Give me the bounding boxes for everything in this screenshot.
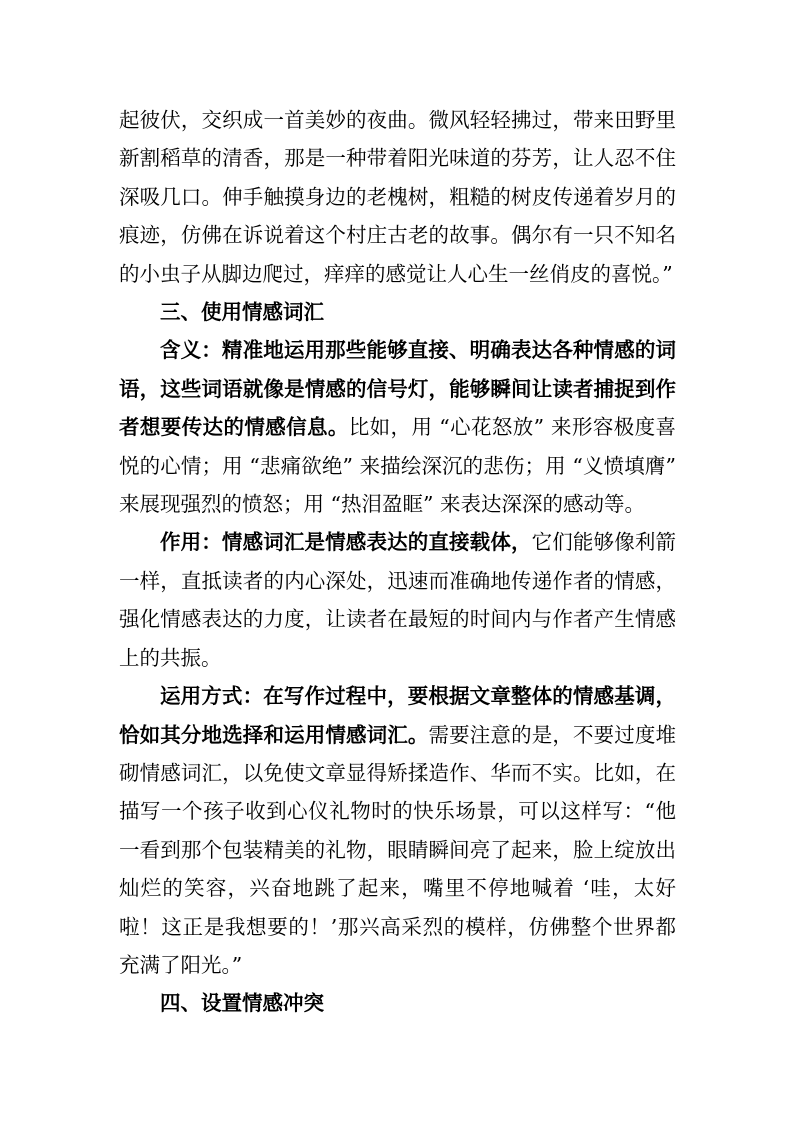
section-heading-4: 四、设置情感冲突 (160, 991, 324, 1016)
meaning-bold-text: 含义：精准地运用那些能够直接、明确表达各种情感的词语，这些词语就像是情感的信号灯，能够瞬间让读者捕捉到作者想要传达的情感信息。 (119, 338, 676, 440)
usage-bold-text: 运用方式：在写作过程中，要根据文章整体的情感基调，恰如其分地选择和运用情感词汇。 (119, 684, 676, 747)
function-rest-text: 它们能够像利箭一样，直抵读者的内心深处，迅速而准确地传递作者的情感，强化情感表达的力度，让读者在最短的时间内与作者产生情感上的共振。 (119, 530, 676, 670)
usage-rest-text: 需要注意的是，不要过度堆砌情感词汇，以免使文章显得矫揉造作、华而不实。比如，在描写一个孩子收到心仪礼物时的快乐场景，可以这样写：“他一看到那个包装精美的礼物，眼睛瞬间亮了起来，脸上绽放出灿烂的笑容，兴奋地跳了起来，嘴里不停地喊着 ‘哇，太好啦！这正是我想要的！’那兴高采烈的模样，仿佛整个世界都充满了阳光。” (119, 722, 677, 977)
meaning-rest-text: 比如，用 “心花怒放” 来形容极度喜悦的心情；用 “悲痛欲绝” 来描绘深沉的悲伤；用 “义愤填膺” 来展现强烈的愤怒；用 “热泪盈眶” 来表达深深的感动等。 (119, 415, 676, 517)
paragraph-meaning (119, 331, 676, 523)
function-bold-text: 作用：情感词汇是情感表达的直接载体， (160, 530, 532, 555)
paragraph-function (119, 523, 676, 677)
section-heading-3: 三、使用情感词汇 (160, 300, 324, 325)
document-page (119, 101, 676, 1023)
paragraph-usage (119, 677, 676, 984)
paragraph-night-scene: 起彼伏，交织成一首美妙的夜曲。微风轻轻拂过，带来田野里新割稻草的清香，那是一种带着阳光味道的芬芳，让人忍不住深吸几口。伸手触摸身边的老槐树，粗糙的树皮传递着岁月的痕迹，仿佛在诉说着这个村庄古老的故事。偶尔有一只不知名的小虫子从脚边爬过，痒痒的感觉让人心生一丝俏皮的喜悦。” (119, 108, 676, 286)
